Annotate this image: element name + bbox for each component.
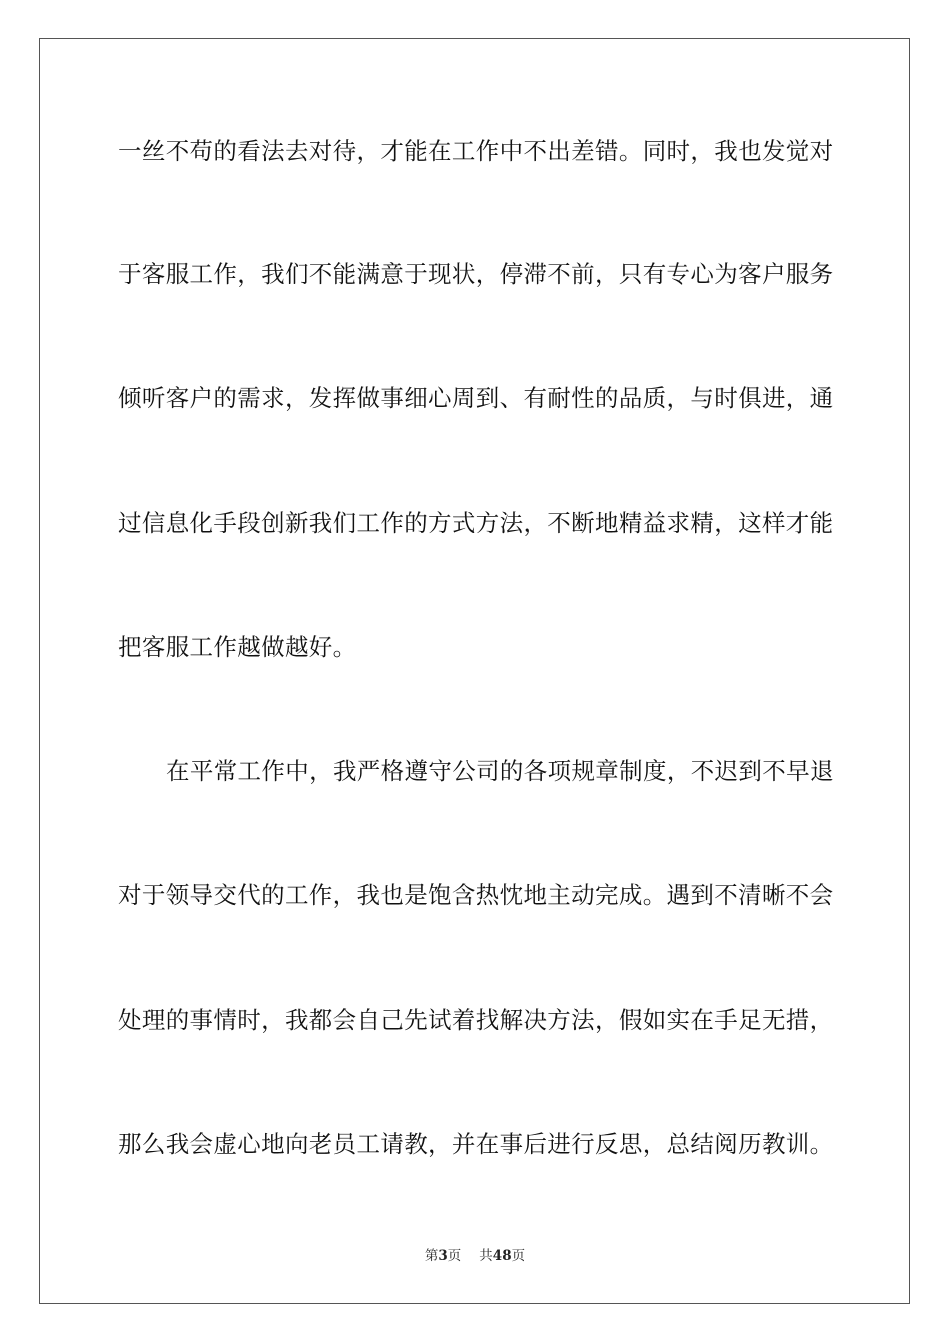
page-footer [0,1247,950,1265]
body-text-line: 倾听客户的需求，发挥做事细心周到、有耐性的品质，与时俱进，通 [118,384,834,412]
total-page-count: 48 [492,1248,512,1264]
page-frame [39,38,910,1304]
body-text-line: 那么我会虚心地向老员工请教，并在事后进行反思，总结阅历教训。 [118,1130,834,1158]
current-page-number: 3 [438,1248,448,1264]
page-suffix: 页 [447,1248,462,1264]
body-text-line: 处理的事情时，我都会自己先试着找解决方法，假如实在手足无措， [118,1006,834,1034]
body-text-line: 过信息化手段创新我们工作的方式方法，不断地精益求精，这样才能 [118,509,834,537]
body-text-line: 于客服工作，我们不能满意于现状，停滞不前，只有专心为客户服务 [118,260,834,288]
paragraph-first-line: 在平常工作中，我严格遵守公司的各项规章制度，不迟到不早退 [166,757,834,785]
total-prefix: 共 [479,1248,493,1264]
body-text-line: 把客服工作越做越好。 [118,633,357,661]
page-prefix: 第 [424,1248,439,1264]
body-text-line: 对于领导交代的工作，我也是饱含热忱地主动完成。遇到不清晰不会 [118,881,834,909]
total-suffix: 页 [511,1248,526,1264]
body-text-line: 一丝不苟的看法去对待，才能在工作中不出差错。同时，我也发觉对 [118,137,834,165]
